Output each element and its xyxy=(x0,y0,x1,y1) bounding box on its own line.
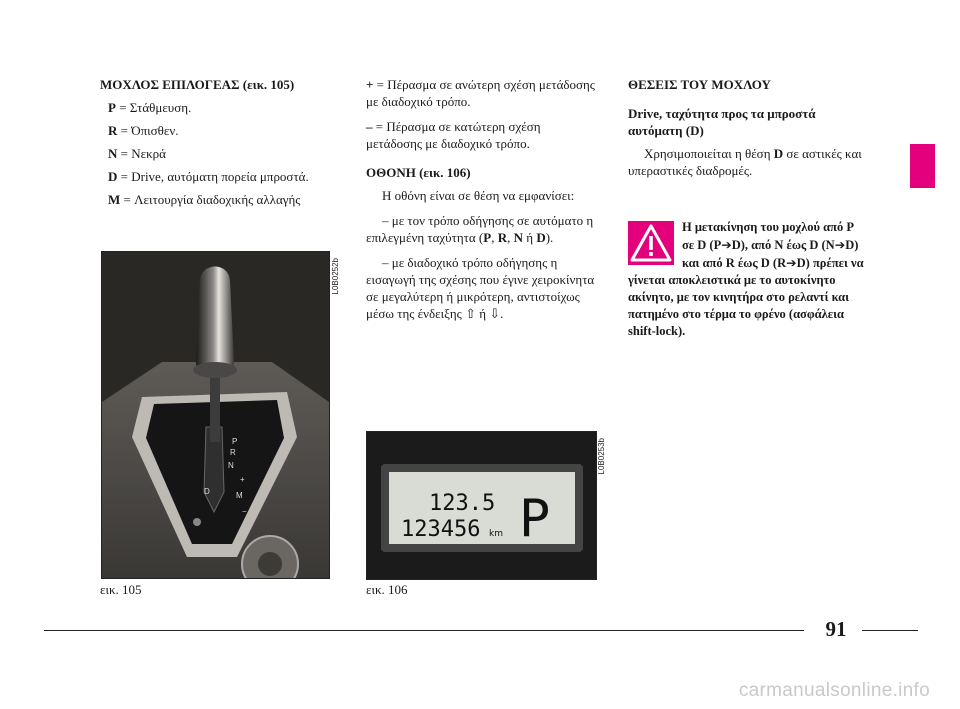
def-m: M = Λειτουργία διαδοχικής αλλαγής xyxy=(108,192,301,207)
gear-lever-illustration xyxy=(102,252,329,578)
gate-label-plus: + xyxy=(240,475,245,484)
display-unit: km xyxy=(489,529,503,539)
drive-subheading: Drive, ταχύτητα προς τα μπροστά αυτόματη (D) xyxy=(628,106,816,138)
gate-label-n: N xyxy=(228,461,234,470)
footer-rule-right xyxy=(862,630,918,631)
figure-code-106: L0B0253b xyxy=(597,438,606,475)
display-bullet-2: – με διαδοχικό τρόπο οδήγησης η εισαγωγή της σχέσης που έγινε χειροκίνητα σε μεγαλύτερη ή μικρότερη, αντιστοίχως μέσω της ένδειξης ⇧ ή ⇩. xyxy=(366,255,595,321)
plus-definition: + = Πέρασμα σε ανώτερη σχέση μετάδοσης με διαδοχικό τρόπο. xyxy=(366,77,595,109)
gear-lever-photo xyxy=(101,251,330,579)
def-n: N = Νεκρά xyxy=(108,146,166,161)
warning-block xyxy=(628,219,864,340)
display-illustration xyxy=(367,432,596,579)
gate-label-minus: − xyxy=(242,507,247,516)
warning-icon xyxy=(628,221,674,265)
gate-label-p: P xyxy=(232,437,238,446)
display-odometer-value: 123456 xyxy=(401,517,481,542)
column-2 xyxy=(366,76,598,330)
caption-105: εικ. 105 xyxy=(100,582,142,597)
display-trip-value: 123.5 xyxy=(429,491,496,516)
display-bullet-1: – με τον τρόπο οδήγησης σε αυτόματο η επιλεγμένη ταχύτητα (P, R, N ή D). xyxy=(366,213,594,245)
column-1 xyxy=(100,76,335,214)
page-number: 91 xyxy=(825,617,847,641)
column-3 xyxy=(628,76,863,187)
section-tab xyxy=(910,144,935,188)
arrow-icon: ➔ xyxy=(786,255,797,270)
warning-text: Η μετακίνηση του μοχλού από P σε D (P➔D), από N έως D (N➔D) και από R έως D (R➔D) πρέπει να γίνεται αποκλειστικά με το αυτοκίνητο ακίνητο, με τον κινητήρα στο ρελαντί και πατημένο στο τέρμα το φρένο (ασφάλεια shift-lock). xyxy=(628,220,864,338)
drive-body: Χρησιμοποιείται η θέση D σε αστικές και υπεραστικές διαδρομές. xyxy=(628,146,862,178)
positions-heading: ΘΕΣΕΙΣ ΤΟΥ ΜΟΧΛΟΥ xyxy=(628,77,771,92)
footer-rule-left xyxy=(44,630,804,631)
watermark: carmanualsonline.info xyxy=(738,680,930,701)
display-intro: Η οθόνη είναι σε θέση να εμφανίσει: xyxy=(382,188,575,203)
gate-label-r: R xyxy=(230,448,236,457)
def-r: R = Όπισθεν. xyxy=(108,123,179,138)
def-d: D = Drive, αυτόματη πορεία μπροστά. xyxy=(108,169,309,184)
def-p: P = Στάθμευση. xyxy=(108,100,192,115)
caption-106: εικ. 106 xyxy=(366,582,408,597)
minus-definition: – = Πέρασμα σε κατώτερη σχέση μετάδοσης με διαδοχικό τρόπο. xyxy=(366,119,541,151)
lever-heading: ΜΟΧΛΟΣ ΕΠΙΛΟΓΕΑΣ (εικ. 105) xyxy=(100,77,295,92)
display-gear: P xyxy=(519,489,551,549)
display-photo xyxy=(366,431,597,580)
arrow-icon: ➔ xyxy=(834,237,846,252)
arrow-icon: ➔ xyxy=(721,237,732,252)
gate-label-d: D xyxy=(204,487,210,496)
figure-code-105: L0B0252b xyxy=(331,258,340,295)
display-heading: ΟΘΟΝΗ (εικ. 106) xyxy=(366,165,471,180)
gate-label-m: M xyxy=(236,491,243,500)
